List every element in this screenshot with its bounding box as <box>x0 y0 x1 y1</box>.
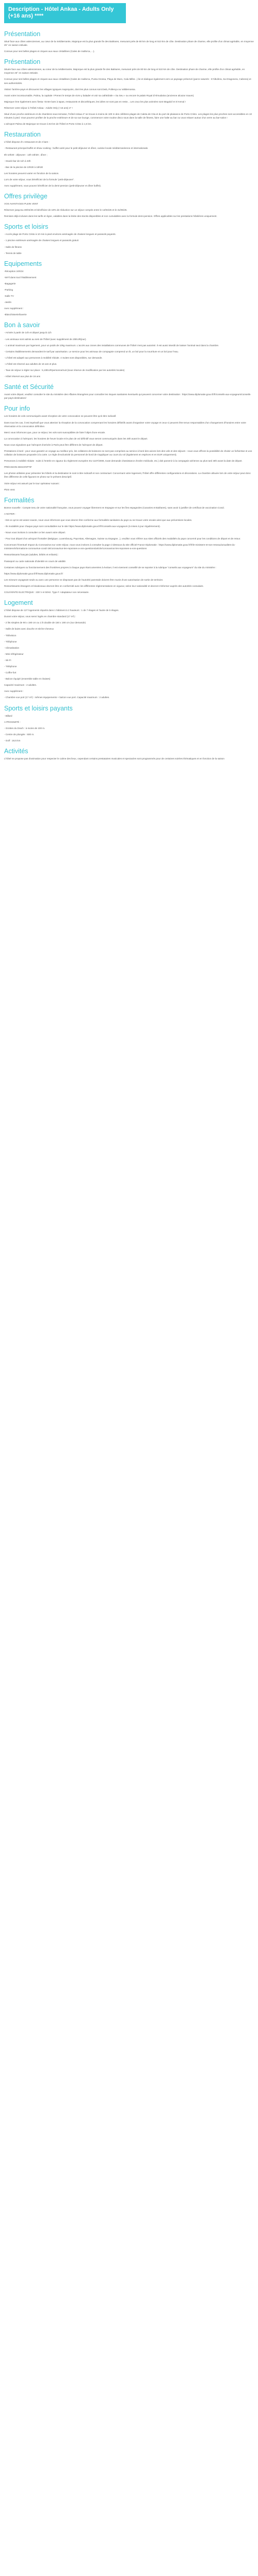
paragraph: Bonne nouvelle : Compte tenu de votre nationalité française, vous pouvez voyager librement en Espagne et sur les îles espagnoles (Canaries et Baléares), sans avoir à justifier de certificat de vaccination Covid. <box>4 506 224 509</box>
paragraph: Passeport ou carte nationale d'identité en cours de validité. <box>4 560 67 563</box>
paragraph: Ressortissants étrangers et binationaux devront être en conformité avec les différentes réglementations en vigueur, selon leur nationalité et devront s'informer auprès des autorités consulaire. <box>4 584 204 587</box>
section-6 <box>4 383 254 400</box>
paragraph: https://www.diplomatie.gouv.fr/fr/www.diplomatie.gouv.fr/ <box>4 572 63 575</box>
paragraph: Personnes à mobilité réduite : suite à l'entrée en vigueur du règlement européen EU 1107/2006, toute demande d'assistance d'ordre médicale, etc.) doit parvenir à la compagnie aérienne au plus tard 48h avant la date de départ. <box>4 460 243 463</box>
paragraph: Située face aux côtes valenciennes, au cœur de la méditerranée, Majorque est la plus grande île des Baléares, mesurant près de 80 km de long et 510 km de côte. Destination phare de charme, elle profite d'un climat agréable, en moyenne 25° en saison estivale. <box>4 68 245 75</box>
paragraph: Majorque rime également avec fiesta ! Entre bars à tapas, restaurants et discothèques, les idées ne sont pas en reste... Les ceux les plus animées sont Magaluf et S'Arenal ! <box>4 100 186 103</box>
paragraph: - Snack-bar de 11h à 23h <box>4 159 31 162</box>
paragraph: - Ils modalités pour chaque pays sont consultables sur le site https://www.diplomatie.gouv.fr/fr/conseils-aux-voyageurs (à mises à jour régulièrement). <box>4 525 160 528</box>
paragraph: - L'hôtel est adapté aux personnes à mobilité réduite. 4 Suites sont disponibles, sur demande. <box>4 356 103 359</box>
paragraph: - Télévision <box>4 634 17 637</box>
paragraph: PRÉCISION DESCRIPTIF <box>4 466 32 469</box>
paragraph: - Arrivée à partir de 14h et départ jusqu'à 11h <box>4 331 52 334</box>
paragraph: - Pour tout départ d'un aéroport frontalier (Belgique, Luxembourg, Pays-Bas, Allemagne, Suisse ou Espagne...), veuillez vous référer aux sites officiels des modalités du pays concerné pour les conditions de départ et de retour. <box>4 537 241 540</box>
paragraph: -Wi-fi dans tout l'établissement <box>4 276 37 279</box>
paragraph: Lors de votre séjour, vous bénéficiez de la formule "petit-déjeuner". <box>4 178 75 181</box>
paragraph: - Coffre-fort <box>4 671 17 674</box>
paragraph: 8h-10h30 : déjeuner : 13h-15h30 ; dîner ; <box>4 153 47 156</box>
paragraph: Capacité maximum : 2 adultes. <box>4 684 37 687</box>
paragraph: Nous vous signalons que l'aéroport d'arrivée à Paris peut être différent de l'aéroport de départ. <box>4 443 103 446</box>
section-heading: Offres privilège <box>4 193 47 200</box>
paragraph: L'hôtel dispose de 127 logements répartis dans 1 bâtiment à 2 hauteurs : 1 de 7 étages et l'autre de 5 étages. <box>4 609 119 612</box>
paragraph: Concernant l'éventuel Impact du Coronavirus sur votre séjour, nous vous invitons à consulter la page ci-dessous du site officiel France Diplomatie : https://www.diplomatie.gouv.fr/fr/le-ministere-et-son-reseau/actualites-du-ministere/informations-coronavirus-covid-19/coronavirus-les-reponses-a-vos-questions/article/coronavirus-les-reponses-a-vos-questions <box>4 544 236 550</box>
paragraph: A NOTER : <box>4 512 16 515</box>
paragraph: Les horaires de vols communiqués avant réception de votre convocation ne peuvent être qu'à titre indicatif. <box>4 415 117 418</box>
paragraph: L'aéroport Palma de Majorque se trouve à 63 km de l'hôtel et Porto Cristo à 1,5 km. <box>4 123 92 126</box>
paragraph: - Salle de bains avec douche et sèche-cheveux <box>4 628 54 631</box>
paragraph: VOS AVANTAGES PLEIN VENT <box>4 202 38 206</box>
paragraph: Avant votre départ, veuillez consulter le site du ministère des Affaires étrangères pour connaître les risques sanitaires éventuels qui peuvent concerner votre destination : https://www.diplomatie.gouv.fr/fr/conseils-aux-voyageurs/conseils-par-pays-destination/ <box>4 393 251 400</box>
paragraph: - Téléphone <box>4 640 17 643</box>
paragraph: - Les animaux sont admis au sein de l'hôtel (avec supplément de 20EUR/jour). <box>4 337 87 341</box>
section-1 <box>4 131 254 188</box>
paragraph: - Est-ce qu'on est assez exacte, nous vous informons que vous devrez être conforme aux formalités sanitaires du pays ou se trouve votre escale ainsi que aux préventions locales. <box>4 518 192 521</box>
paragraph: -Jardin <box>4 301 12 304</box>
paragraph: Réservez jusqu'au 30/04/25 et bénéficiez de 18% de réduction sur un séjour compris entre le 13/04/25 et le 31/05/25. <box>4 209 127 212</box>
paragraph: Les horaires peuvent varier en fonction de la saison. <box>4 172 59 175</box>
paragraph: -Blanchisserie/laverie <box>4 313 27 316</box>
paragraph: - Restaurant principal buffet et show cooking : buffet varié pour le petit déjeuner et dîner, cuisine locale méditerranéenne et internationale. <box>4 147 149 150</box>
section-heading: Pour info <box>4 405 30 413</box>
paragraph: Remises déjà incluses dans les tarifs en ligne, valables dans la limite des stocks disponibles et non cumulables avec la formule demi-pension. Offres applicables sur les prestations hôtelières uniquement. <box>4 215 217 218</box>
paragraph: - Chambre vue port (17 m²) : mêmes équipements + balcon vue port. Capacité maximum : 2 adultes. <box>4 696 110 699</box>
paragraph: - Tennis de table <box>4 251 22 255</box>
section-heading: Activités <box>4 748 28 755</box>
paragraph: Avant votre incontournable, Palma, la capitale ! Prenez le temps de vivre y balader et voir sa cathédrale « Sa Seu » ou encore le palais Royal d'Almudaina (ancienne alcazar maure). <box>4 94 195 97</box>
paragraph: L'hôtel ne propose pas d'animation pour respecter le calme des lieux, cependant certains prestataires musicales et spectacles sont programmés pour de certaines soirées thématiques et en fonction de la saison <box>4 757 224 760</box>
paragraph: Connue pour ses belles plages et criques aux eaux cristallines (Cales de mallorca, Punta Grossa, Playa de Muro, Cala Millor...) lie et dialogue également vers un paysage préservé (parcs naturels : S'Albufera, Sa Dragonera, Cabrera) et ses authenticités. <box>4 78 251 84</box>
paragraph: - Wi-Fi <box>4 658 11 662</box>
paragraph: Les photos utilisées pour présenter les hôtels et la destination le sont à titre indicatif et non contractuel. Concernant votre logement, l'hôtel offre différentes configurations et décorations. La chambre allouée lors de votre séjour peut donc être différente de celle figurant en photo sur le présent descriptif. <box>4 472 251 479</box>
title-banner <box>4 3 126 23</box>
section-heading: Logement <box>4 599 33 607</box>
paragraph: - Bar de la piscine de 10h30 à 18h30 <box>4 165 43 168</box>
section-5 <box>4 321 254 378</box>
section-heading: Sports et loisirs payants <box>4 704 73 712</box>
paragraph: Réservez votre séjour à l'Hôtel Ankaa - Adults Only (+16 ans) 4* ! <box>4 106 73 109</box>
section-2 <box>4 193 254 218</box>
section-subheading: Présentation <box>4 58 41 66</box>
section-heading: Formalités <box>4 496 35 504</box>
section-heading: Equipements <box>4 260 42 267</box>
paragraph: L'hôtel dispose d'1 restaurant et de 2 bars : <box>4 141 50 144</box>
paragraph: -Parking <box>4 289 13 291</box>
paragraph: -Salle TV <box>4 295 14 298</box>
paragraph: Dans tous les cas, il est impératif que vous atteniez la réception de la convocation comprenant les horaires définitifs avant d'organiser votre voyage et ceux-ci peuvent être tenus responsables d'un changement d'horaires entre votre réservation et la convocation définitive. <box>4 421 246 428</box>
paragraph: Durant votre séjour, vous serez logés en chambre standard (17 m²) : <box>4 615 76 618</box>
section-heading: Bon à savoir <box>4 321 40 329</box>
paragraph: Avec supplément : <box>4 690 24 693</box>
paragraph: Ressortissants français (adultes, bébés et enfants) : <box>4 553 59 556</box>
paragraph: - Grottes du Drach : à moins de 100 m. <box>4 726 45 730</box>
paragraph: - Taxe de séjour à régler sur place : 5,10EUR/personne/nuit (sous réserve de modification par les autorités locales) <box>4 369 125 372</box>
paragraph: - Golf : 18,5 km <box>4 739 21 742</box>
section-heading: Présentation <box>4 30 41 38</box>
paragraph: - Accès plage de Porto Cristo à 10 min à pied environs aménagée de chaises longues et parasols payants. <box>4 233 116 236</box>
page-title: Description - Hôtel Ankaa - Adults Only (+16 ans) **** <box>8 6 114 19</box>
section-3 <box>4 223 254 255</box>
section-heading: Sports et loisirs <box>4 223 49 231</box>
paragraph: Merci vous informons que, pour ce séjour, les vols sont susceptibles de faire l'objet d'une escale. <box>4 431 106 434</box>
paragraph: CGU/VENTE ELECTRIQUE : 230 V et 50Hz. Type F. Adaptateur non nécessaire. <box>4 591 89 594</box>
paragraph: -Réception 24h/24 <box>4 269 24 273</box>
paragraph: Plein Vent <box>4 488 15 491</box>
description-sections <box>4 30 254 760</box>
paragraph: - Salle de fitness <box>4 245 22 248</box>
section-10 <box>4 705 254 742</box>
section-0 <box>4 30 254 126</box>
paragraph: A PROXIMITÉ : <box>4 720 21 723</box>
section-4 <box>4 260 254 317</box>
section-8 <box>4 497 254 594</box>
paragraph: - Mini-réfrigérateur <box>4 652 24 655</box>
paragraph: - Climatisation <box>4 646 20 649</box>
paragraph: - L'hôtel est réservé aux adultes de 16 ans et plus. <box>4 362 57 365</box>
paragraph: - 1 animal maximum par logement, pour un poids de 10kg maximum. L'accès aux zones des installations communes de l'hôtel n'est pas autorisé. Il est aussi interdit de laisser l'animal seul dans la chambre. <box>4 344 219 347</box>
paragraph: Avec supplément, vous pouvez bénéficier de la demi-pension (petit-déjeuner et dîner buffet). <box>4 184 102 187</box>
page <box>0 0 258 775</box>
paragraph: La convocation à l'aéroport, les horaires de heure locale et le plan de vol définitif vous seront communiqués dans les 48h avant le départ. <box>4 437 148 440</box>
paragraph: - 1 piscine extérieure aménagée de chaises longues et parasols gratuit <box>4 239 79 242</box>
paragraph: - Téléphone <box>4 665 17 668</box>
section-7 <box>4 405 254 491</box>
paragraph: Situé face aux côtes valenciennes, au cœur de la méditerranée, Majorque est la plus grande île des Baléares, mesurant près de 80 km de long et 510 km de côte. Destination phare de charme, elle profite d'un climat agréable, en moyenne 25° en saison estivale. <box>4 40 254 47</box>
paragraph: Prestations à bord : pour vous garantir un voyage au meilleur prix, les collations de boissons ne sont pas comprises au service à bord des avions lors des vols et des séjours - nous vous offrons la possibilité de choisir un forfait Bar et une collation de boissons proposée à la carte. Le règle d'exclusivité du personnel de bord de s'appliquer au cours du vol (également en espèces et en EUR uniquement). <box>4 449 252 456</box>
paragraph: Visitez l'arrière-pays et découvrez les villages typiques majorquins, dont les plus connus sont Deià, Pollença ou Valldemossa. <box>4 88 136 91</box>
paragraph: - Certains établissements demandent le tarif par autorisation. Le service pour les animaux de compagnie comprend un lit, un bol pour la nourriture et un bol pour l'eau. <box>4 350 179 353</box>
section-9 <box>4 599 254 699</box>
paragraph: Certaines rubriques ou fonctionnement des frontières propres à chaque pays étant amenées à évoluer, il est vivement conseillé de se reporter à la rubrique "conseils aux voyageurs" du site du ministère : <box>4 566 217 569</box>
section-heading: Restauration <box>4 131 41 139</box>
paragraph: - Hôtel réservé aux plus de 16 ans <box>4 375 40 378</box>
paragraph: - Balcon équipé (ensemble table et chaises) <box>4 677 51 681</box>
paragraph: -Bagagerie <box>4 282 16 285</box>
paragraph: Votre séjour est assuré par le tour opérateur suivant : <box>4 482 60 485</box>
paragraph: - Billard <box>4 714 12 717</box>
paragraph: - Centre de plongée : 600 m. <box>4 733 35 736</box>
paragraph: - Nous vous invitons à consulter ce lien avant votre départ. <box>4 531 66 534</box>
section-heading: Santé et Sécurité <box>4 383 54 391</box>
paragraph: Avec supplément : <box>4 307 24 310</box>
paragraph: Les mineurs voyageant seuls ou avec une personne ne disposant pas de l'autorité parentale doivent être munis d'une autorisation de sortie de territoire. <box>4 578 164 581</box>
section-11 <box>4 748 254 760</box>
paragraph: - 2 lits simples de 90 x 190 cm ou 1 lit double de 150 x 190 cm (sur demande) <box>4 621 86 624</box>
paragraph: Connue pour ses belles plages et criques aux eaux cristallines (Cales de mallorca, ...). <box>4 50 95 53</box>
paragraph: Situé d'une proche extérieure et de chambres sous terrasse, l'Hôtel Ankaa 4* se trouve à moins de 100 m des célèbres plages de Caleta de Cita et du port de plaisance de Porto Cristo. Les plages les plus proches sont accessibles en 10 minutes à pied. Vous pourrez profiter de la proche extérieure et de sa vue lounge, commencer votre routine disco sous dans la salle de fitness, faire une halte au bar ou vous relaxer autour d'un verre au bar-salon ! <box>4 113 252 120</box>
